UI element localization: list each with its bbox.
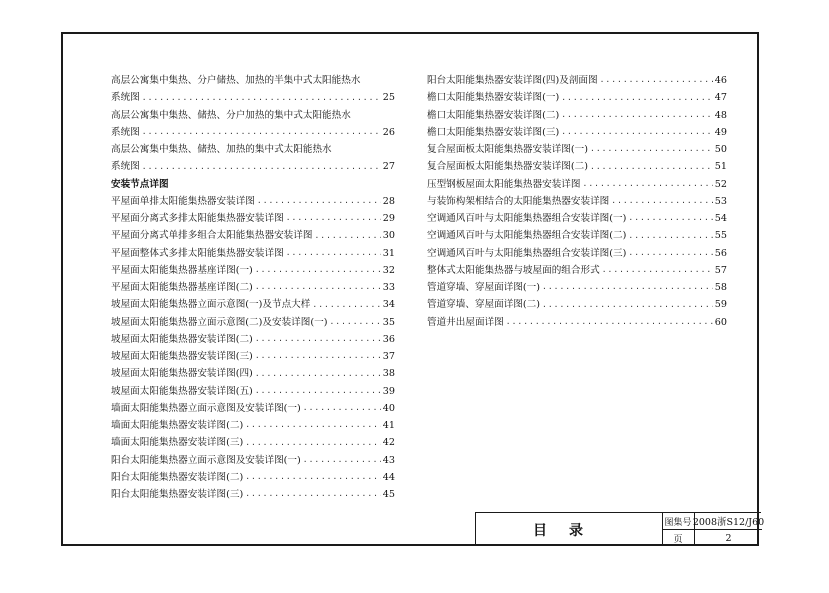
leader-dots [303, 403, 381, 417]
toc-entry[interactable] [111, 469, 395, 486]
leader-dots [542, 300, 713, 314]
leader-dots [542, 282, 713, 296]
toc-entry-title: 平屋面太阳能集热器基座详图(二) [111, 282, 253, 293]
toc-entry[interactable] [427, 176, 727, 193]
toc-entry-title: 复合屋面板太阳能集热器安装详图(二) [427, 161, 588, 173]
toc-entry-page: 58 [714, 282, 727, 293]
toc-entry-page: 28 [382, 195, 395, 207]
toc-entry-title: 平屋面分离式单排多组合太阳能集热器安装详图 [111, 230, 313, 242]
toc-entry-title: 檐口太阳能集热器安装详图(二) [427, 109, 560, 121]
toc-entry-page: 54 [714, 213, 727, 224]
toc-entry[interactable] [111, 400, 395, 417]
leader-dots [561, 127, 713, 141]
atlas-number-value: 2008浙S12/J60 [695, 513, 762, 530]
title-block-title: 目录 [476, 513, 663, 546]
atlas-number-label: 图集号 [662, 513, 695, 530]
toc-entry-page: 46 [714, 75, 727, 86]
leader-dots [257, 196, 381, 210]
leader-dots [561, 93, 713, 107]
page-label: 页 [662, 530, 695, 546]
toc-entry-page: 32 [382, 264, 395, 276]
toc-entry[interactable] [111, 296, 395, 313]
toc-entry[interactable] [111, 124, 395, 141]
toc-entry-page: 49 [714, 126, 727, 138]
toc-entry[interactable] [427, 72, 727, 89]
toc-entry-title: 阳台太阳能集热器安装详图(三) [111, 489, 244, 500]
toc-entry-page: 47 [714, 92, 727, 104]
leader-dots [255, 369, 381, 383]
leader-dots [303, 455, 381, 469]
toc-entry-page: 40 [382, 402, 395, 414]
leader-dots [628, 231, 712, 245]
leader-dots [255, 282, 381, 296]
toc-entry-title: 坡屋面太阳能集热器立面示意图(二)及安装详图(一) [111, 316, 328, 328]
toc-entry[interactable] [111, 89, 395, 106]
toc-entry-title: 空调通风百叶与太阳能集热器组合安装详图(一) [427, 213, 627, 224]
leader-dots [602, 265, 713, 279]
toc-entry[interactable] [427, 107, 727, 124]
toc-entry[interactable] [427, 245, 727, 262]
leader-dots [245, 489, 381, 503]
toc-entry-page: 31 [382, 247, 395, 259]
toc-entry[interactable] [111, 245, 395, 262]
toc-entry[interactable] [111, 262, 395, 279]
leader-dots [561, 110, 713, 124]
toc-entry-page: 57 [714, 264, 727, 276]
toc-entry-title: 阳台太阳能集热器立面示意图及安装详图(一) [111, 454, 301, 466]
toc-entry-page: 45 [382, 489, 395, 500]
toc-entry-page: 38 [382, 368, 395, 380]
toc-entry-page: 39 [382, 385, 395, 397]
toc-entry-title: 平屋面太阳能集热器基座详图(一) [111, 264, 253, 276]
toc-entry-page: 33 [382, 282, 395, 293]
toc-entry-page: 55 [714, 230, 727, 242]
toc-entry-page: 56 [714, 247, 727, 259]
toc-entry-page: 60 [714, 316, 727, 328]
toc-entry-title: 坡屋面太阳能集热器安装详图(二) [111, 333, 253, 345]
leader-dots [329, 317, 380, 331]
title-block [475, 512, 765, 546]
toc-entry[interactable] [111, 417, 395, 434]
toc-entry[interactable] [111, 331, 395, 348]
toc-entry-title: 管道井出屋面详图 [427, 316, 504, 328]
toc-entry[interactable] [111, 210, 395, 227]
toc-entry-title: 阳台太阳能集热器安装详图(四)及剖面图 [427, 75, 598, 86]
toc-entry-page: 35 [382, 316, 395, 328]
leader-dots [245, 438, 381, 452]
toc-entry[interactable] [427, 296, 727, 313]
toc-entry-page: 27 [382, 161, 395, 173]
leader-dots [255, 351, 381, 365]
toc-entry-title: 管道穿墙、穿屋面详图(二) [427, 299, 541, 311]
leader-dots [314, 231, 380, 245]
toc-entry-title: 坡屋面太阳能集热器立面示意图(一)及节点大样 [111, 299, 311, 311]
toc-entry[interactable] [111, 279, 395, 296]
toc-entry-page: 34 [382, 299, 395, 311]
leader-dots [142, 127, 381, 141]
toc-entry-title: 墙面太阳能集热器立面示意图及安装详图(一) [111, 402, 301, 414]
toc-entry-title: 空调通风百叶与太阳能集热器组合安装详图(三) [427, 247, 627, 259]
toc-entry-page: 37 [382, 351, 395, 362]
leader-dots [286, 213, 381, 227]
toc-entry-page: 26 [382, 126, 395, 138]
page-number-value: 2 [725, 532, 732, 544]
toc-entry-page: 50 [714, 144, 727, 155]
toc-entry-page: 59 [714, 299, 727, 311]
toc-entry[interactable] [427, 141, 727, 158]
section-heading: 安装节点详图 [111, 178, 169, 190]
toc-entry[interactable] [427, 124, 727, 141]
toc-entry-title: 阳台太阳能集热器安装详图(二) [111, 471, 244, 483]
leader-dots [590, 162, 713, 176]
leader-dots [583, 179, 713, 193]
leader-dots [628, 248, 712, 262]
toc-line: 高层公寓集中集热、储热、分户加热的集中式太阳能热水 [111, 109, 351, 121]
toc-list [427, 72, 727, 331]
toc-entry[interactable] [427, 314, 727, 331]
toc-entry-title: 平屋面分离式多排太阳能集热器安装详图 [111, 213, 284, 224]
toc-entry[interactable] [111, 365, 395, 382]
toc-entry[interactable] [111, 227, 395, 244]
toc-entry-page: 29 [382, 213, 395, 224]
toc-entry-page: 25 [382, 92, 395, 104]
leader-dots [628, 213, 712, 227]
leader-dots [255, 265, 381, 279]
leader-dots [142, 93, 381, 107]
toc-entry[interactable] [111, 158, 395, 175]
leader-dots [312, 300, 380, 314]
toc-entry-page: 36 [382, 333, 395, 345]
toc-entry[interactable] [427, 89, 727, 106]
toc-entry-title: 复合屋面板太阳能集热器安装详图(一) [427, 144, 588, 155]
toc-entry-title: 墙面太阳能集热器安装详图(三) [111, 437, 244, 449]
leader-dots [611, 196, 713, 210]
toc-entry-page: 51 [714, 161, 727, 173]
toc-entry-title: 檐口太阳能集热器安装详图(一) [427, 92, 560, 104]
toc-entry[interactable] [427, 158, 727, 175]
leader-dots [286, 248, 381, 262]
toc-left-column [111, 72, 395, 503]
toc-entry-title: 坡屋面太阳能集热器安装详图(四) [111, 368, 253, 380]
leader-dots [255, 386, 381, 400]
toc-entry-title: 坡屋面太阳能集热器安装详图(五) [111, 385, 253, 397]
toc-entry-title: 整体式太阳能集热器与坡屋面的组合形式 [427, 264, 600, 276]
toc-entry[interactable] [111, 314, 395, 331]
toc-entry[interactable] [111, 452, 395, 469]
toc-entry[interactable] [111, 193, 395, 210]
toc-entry-title: 压型钢板屋面太阳能集热器安装详图 [427, 178, 581, 190]
toc-entry-title: 系统图 [111, 161, 140, 173]
leader-dots [600, 75, 713, 89]
toc-entry-page: 52 [714, 178, 727, 190]
toc-entry-title: 平屋面单排太阳能集热器安装详图 [111, 195, 255, 207]
toc-entry-title: 平屋面整体式多排太阳能集热器安装详图 [111, 247, 284, 259]
toc-entry-page: 53 [714, 195, 727, 207]
toc-list [111, 193, 395, 504]
toc-entry[interactable] [111, 434, 395, 451]
toc-entry[interactable] [111, 348, 395, 365]
leader-dots [245, 420, 381, 434]
toc-right-column [427, 72, 727, 331]
toc-entry-title: 坡屋面太阳能集热器安装详图(三) [111, 351, 253, 362]
toc-line: 高层公寓集中集热、分户储热、加热的半集中式太阳能热水 [111, 75, 361, 86]
toc-entry-page: 48 [714, 109, 727, 121]
drawing-frame [61, 32, 765, 546]
leader-dots [506, 317, 713, 331]
toc-entry[interactable] [111, 486, 395, 503]
toc-entry-title: 墙面太阳能集热器安装详图(二) [111, 420, 244, 431]
leader-dots [590, 144, 713, 158]
toc-entry-title: 檐口太阳能集热器安装详图(三) [427, 126, 560, 138]
toc-entry[interactable] [427, 227, 727, 244]
toc-entry[interactable] [427, 262, 727, 279]
toc-entry-title: 系统图 [111, 126, 140, 138]
toc-entry-page: 43 [382, 454, 395, 466]
toc-entry-page: 44 [382, 471, 395, 483]
toc-line: 高层公寓集中集热、储热、加热的集中式太阳能热水 [111, 144, 332, 155]
toc-entry-title: 空调通风百叶与太阳能集热器组合安装详图(二) [427, 230, 627, 242]
leader-dots [245, 472, 381, 486]
toc-entry-page: 41 [382, 420, 395, 431]
toc-entry-title: 与装饰构架相结合的太阳能集热器安装详图 [427, 195, 610, 207]
toc-entry[interactable] [427, 210, 727, 227]
toc-entry-title: 管道穿墙、穿屋面详图(一) [427, 282, 541, 293]
toc-entry-page: 42 [382, 437, 395, 449]
toc-entry-page: 30 [382, 230, 395, 242]
leader-dots [142, 162, 381, 176]
toc-entry-title: 系统图 [111, 92, 140, 104]
toc-entry[interactable] [427, 279, 727, 296]
toc-entry[interactable] [111, 383, 395, 400]
toc-entry[interactable] [427, 193, 727, 210]
leader-dots [255, 334, 381, 348]
